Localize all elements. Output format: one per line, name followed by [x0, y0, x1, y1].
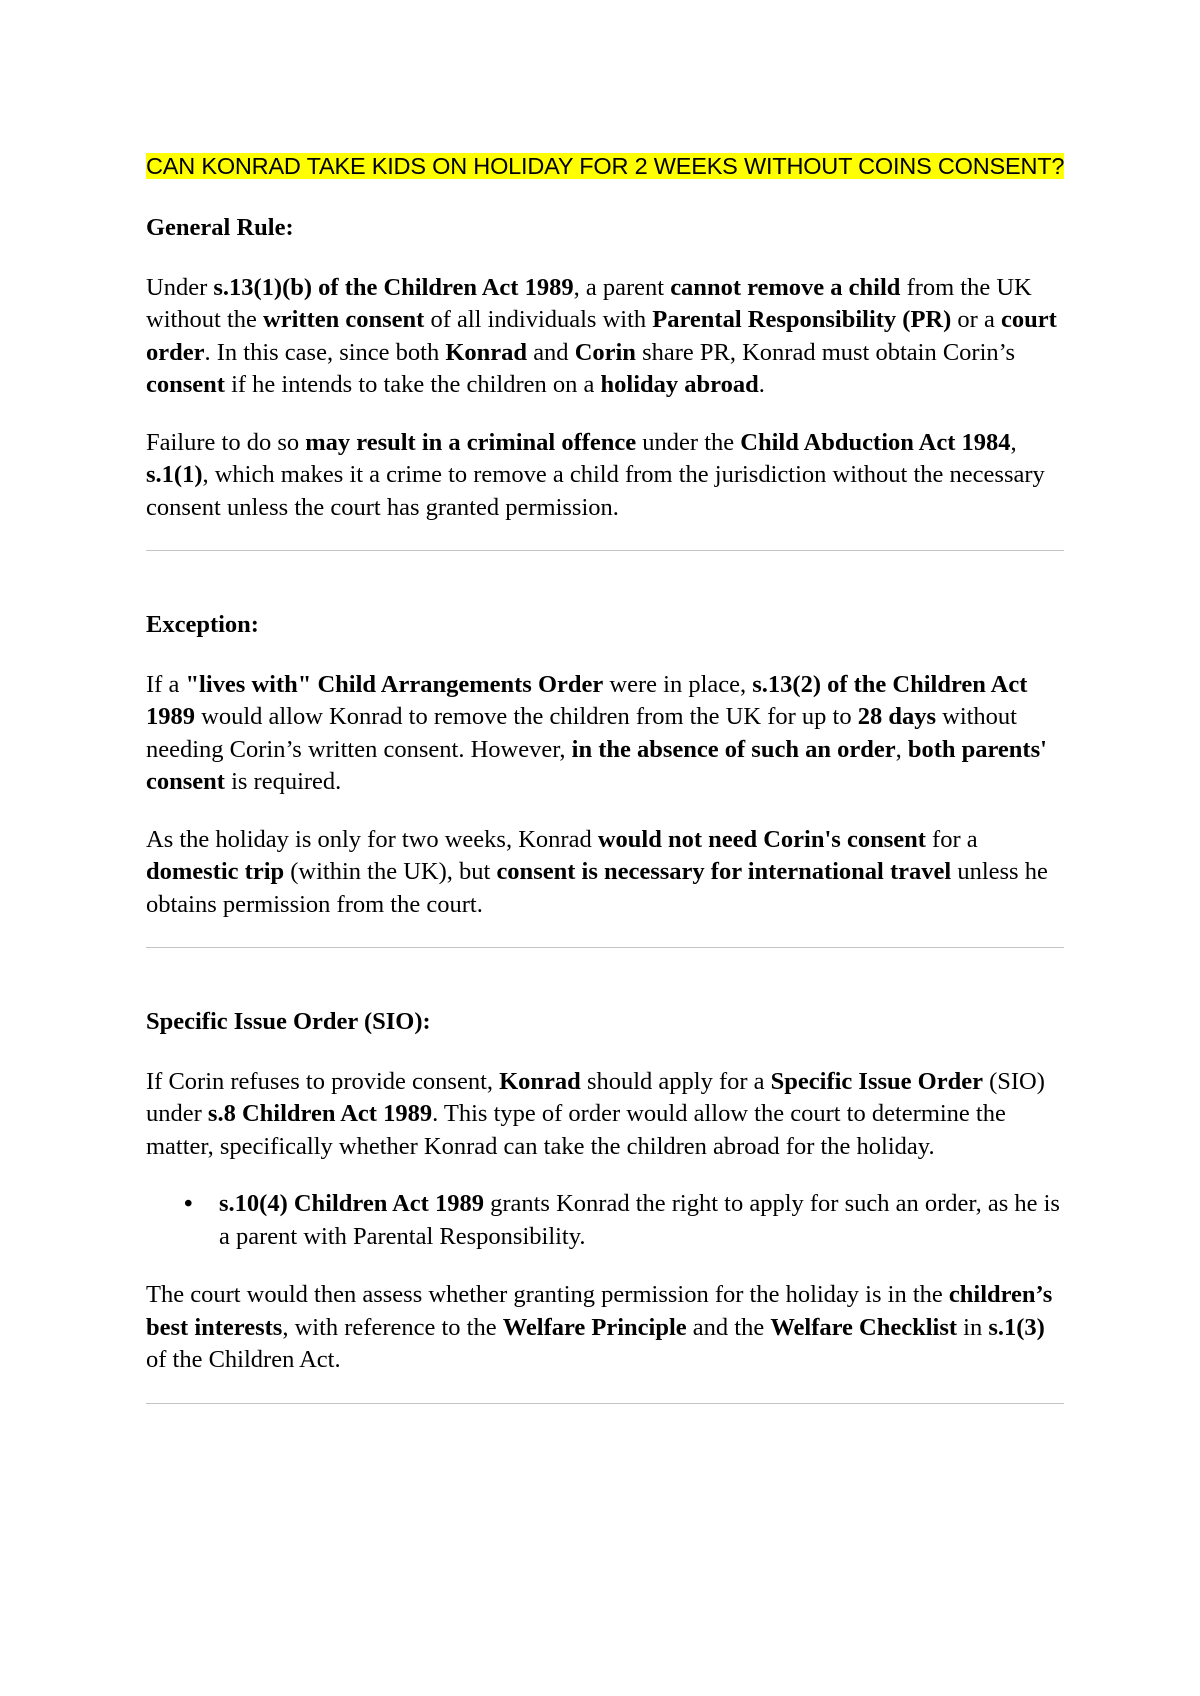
bold-text-run: cannot remove a child [670, 273, 901, 301]
bold-text-run: consent is necessary for international travel [496, 858, 952, 885]
bold-text-run: Welfare Principle [502, 1313, 687, 1341]
highlighted-title-text: CAN KONRAD TAKE KIDS ON HOLIDAY FOR 2 WEEKS WITHOUT COINS CONSENT? [146, 153, 1065, 179]
sio-bullet-list [146, 1188, 1066, 1253]
bold-text-run: Welfare Checklist [770, 1313, 958, 1341]
bold-text-run: Specific Issue Order [770, 1067, 983, 1095]
bold-text-run: consent [146, 371, 225, 398]
document-title [146, 150, 1066, 182]
bold-text-run: Konrad [445, 338, 528, 366]
bold-text-run: s.1(3) [988, 1313, 1045, 1341]
bold-text-run: holiday abroad [600, 371, 759, 398]
bullet-text: s.10(4) Children Act 1989 grants Konrad the right to apply for such an order, as he is a parent with Parental Responsibility. [219, 1190, 1060, 1250]
bold-text-run: s.10(4) Children Act 1989 [219, 1190, 484, 1217]
bold-text-run: would not need Corin's consent [597, 825, 926, 853]
bold-text-run: children’s best interests [146, 1281, 1053, 1341]
sio-heading: Specific Issue Order (SIO): [146, 1008, 431, 1035]
list-item [146, 1188, 1066, 1253]
bold-text-run: both parents' consent [146, 735, 1047, 795]
sio-paragraph-1: If Corin refuses to provide consent, Konrad should apply for a Specific Issue Order (SIO) under s.8 Children Act 1989. This type of order would allow the court to determine the matter, specifically whether Konrad can take the children abroad for the holiday. [146, 1067, 1045, 1160]
bold-text-run: s.13(2) of the Children Act 1989 [146, 670, 1028, 730]
section-divider [146, 947, 1064, 948]
bold-text-run: 28 days [857, 703, 936, 730]
bold-text-run: court order [146, 306, 1057, 366]
bold-text-run: may result in a criminal offence [305, 428, 637, 456]
bold-text-run: in the absence of such an order [571, 735, 896, 763]
bold-text-run: written consent [263, 306, 425, 333]
exception-paragraph-1: If a "lives with" Child Arrangements Order were in place, s.13(2) of the Children Act 1989 would allow Konrad to remove the children from the UK for up to 28 days without needing Corin’s written consent. However, in the absence of such an order, both parents' consent is required. [146, 670, 1047, 795]
bullet-icon: • [184, 1190, 193, 1217]
bold-text-run: domestic trip [146, 858, 285, 885]
bold-text-run: "lives with" Child Arrangements Order [185, 670, 604, 698]
general-rule-paragraph-2: Failure to do so may result in a criminal offence under the Child Abduction Act 1984, s.1(1), which makes it a crime to remove a child from the jurisdiction without the necessary consent unless the court has granted permission. [146, 428, 1045, 521]
section-divider [146, 550, 1064, 551]
general-rule-heading: General Rule: [146, 214, 294, 241]
bold-text-run: s.1(1) [146, 461, 203, 488]
exception-heading: Exception: [146, 611, 259, 638]
document-page [146, 150, 1066, 1462]
bold-text-run: Child Abduction Act 1984 [740, 428, 1011, 456]
bold-text-run: Parental Responsibility (PR) [652, 306, 952, 333]
bold-text-run: s.13(1)(b) of the Children Act 1989 [213, 273, 574, 301]
exception-paragraph-2: As the holiday is only for two weeks, Konrad would not need Corin's consent for a domestic trip (within the UK), but consent is necessary for international travel unless he obtains permission from the court. [146, 825, 1048, 918]
general-rule-paragraph-1: Under s.13(1)(b) of the Children Act 1989, a parent cannot remove a child from the UK without the written consent of all individuals with Parental Responsibility (PR) or a court order. In this case, since both Konrad and Corin share PR, Konrad must obtain Corin’s consent if he intends to take the children on a holiday abroad. [146, 273, 1057, 398]
section-divider [146, 1403, 1064, 1404]
bold-text-run: Corin [574, 338, 636, 366]
sio-paragraph-2: The court would then assess whether granting permission for the holiday is in the children’s best interests, with reference to the Welfare Principle and the Welfare Checklist in s.1(3) of the Children Act. [146, 1281, 1053, 1373]
bold-text-run: Konrad [499, 1067, 581, 1095]
bold-text-run: s.8 Children Act 1989 [207, 1100, 433, 1127]
